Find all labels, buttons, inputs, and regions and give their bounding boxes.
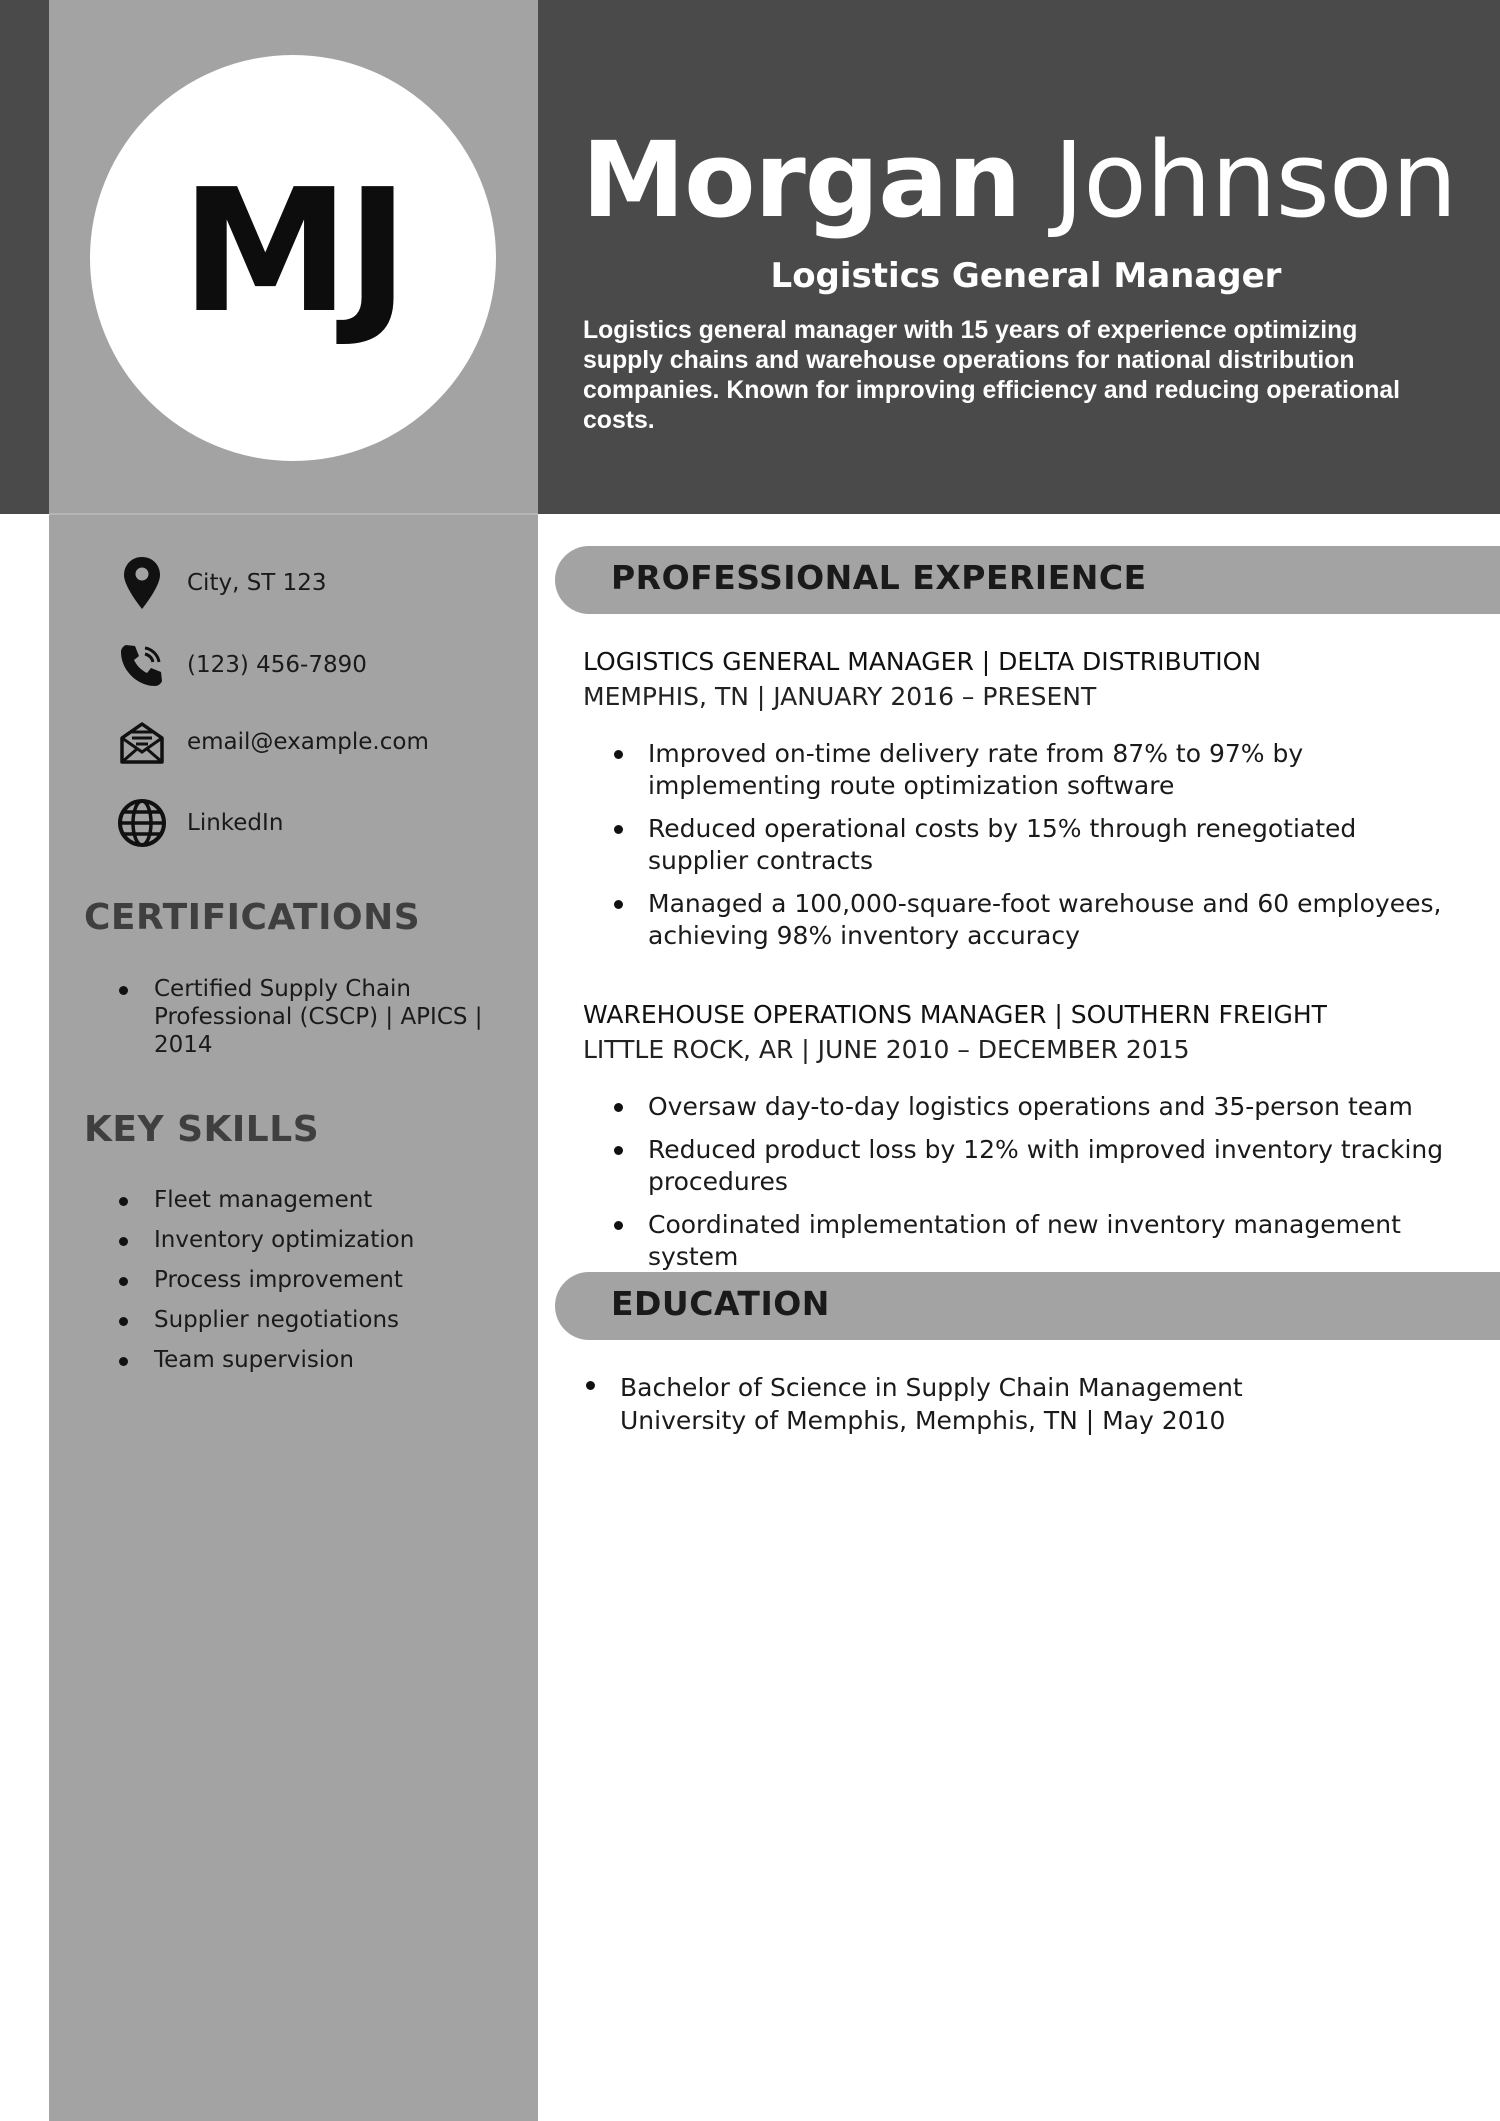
contact-linkedin[interactable]	[112, 793, 283, 853]
education-bullet	[586, 1381, 595, 1390]
job-2-role-company: WAREHOUSE OPERATIONS MANAGER | SOUTHERN FREIGHT	[583, 1000, 1327, 1029]
job-1-bullets	[612, 738, 1462, 963]
phone-text: (123) 456-7890	[187, 652, 367, 678]
job-1-location-dates: MEMPHIS, TN | JANUARY 2016 – PRESENT	[583, 682, 1097, 711]
location-text: City, ST 123	[187, 570, 327, 596]
certification-item: Certified Supply Chain Professional (CSCP) | APICS | 2014	[112, 975, 502, 1059]
education-heading: EDUCATION	[611, 1284, 830, 1323]
envelope-icon	[112, 712, 172, 772]
education-section-bar	[555, 1272, 1500, 1340]
job-1-bullet: Reduced operational costs by 15% through renegotiated supplier contracts	[612, 813, 1462, 877]
sidebar-divider	[49, 513, 538, 515]
location-pin-icon	[112, 553, 172, 613]
job-2-bullets	[612, 1091, 1462, 1284]
skill-item: Team supervision	[112, 1346, 512, 1374]
education-degree: Bachelor of Science in Supply Chain Management	[620, 1373, 1243, 1402]
job-1-bullet: Managed a 100,000-square-foot warehouse and 60 employees, achieving 98% inventory accuracy	[612, 888, 1462, 952]
monogram-circle	[90, 55, 496, 461]
job-1-role-company: LOGISTICS GENERAL MANAGER | DELTA DISTRIBUTION	[583, 647, 1262, 676]
skill-item: Process improvement	[112, 1266, 512, 1294]
job-2-bullet: Coordinated implementation of new inventory management system	[612, 1209, 1462, 1273]
job-2-bullet: Reduced product loss by 12% with improved inventory tracking procedures	[612, 1134, 1462, 1198]
skills-heading: KEY SKILLS	[84, 1109, 320, 1150]
last-name: Johnson	[1053, 119, 1457, 241]
candidate-name	[538, 120, 1500, 240]
experience-heading: PROFESSIONAL EXPERIENCE	[611, 558, 1147, 597]
job-title: Logistics General Manager	[770, 256, 1282, 296]
phone-icon	[112, 635, 172, 695]
skill-item: Inventory optimization	[112, 1226, 512, 1254]
certifications-list	[112, 975, 502, 1059]
skill-item: Fleet management	[112, 1186, 512, 1214]
skill-item: Supplier negotiations	[112, 1306, 512, 1334]
skills-list	[112, 1186, 512, 1386]
email-text[interactable]: email@example.com	[187, 729, 429, 755]
monogram: MJ	[180, 153, 406, 351]
job-1-bullet: Improved on-time delivery rate from 87% to 97% by implementing route optimization software	[612, 738, 1462, 802]
education-school: University of Memphis, Memphis, TN | May 2010	[620, 1406, 1226, 1435]
experience-section-bar	[555, 546, 1500, 614]
job-2-location-dates: LITTLE ROCK, AR | JUNE 2010 – DECEMBER 2015	[583, 1035, 1190, 1064]
contact-phone	[112, 635, 367, 695]
contact-location	[112, 553, 327, 613]
first-name: Morgan	[581, 119, 1021, 241]
contact-email[interactable]	[112, 712, 429, 772]
linkedin-text[interactable]: LinkedIn	[187, 810, 284, 836]
summary: Logistics general manager with 15 years of experience optimizing supply chains and warehouse operations for national distribution companies. Known for improving efficiency and reducing operational costs.	[583, 317, 1401, 434]
job-2-bullet: Oversaw day-to-day logistics operations and 35-person team	[612, 1091, 1462, 1123]
certifications-heading: CERTIFICATIONS	[84, 897, 421, 938]
globe-icon	[112, 793, 172, 853]
